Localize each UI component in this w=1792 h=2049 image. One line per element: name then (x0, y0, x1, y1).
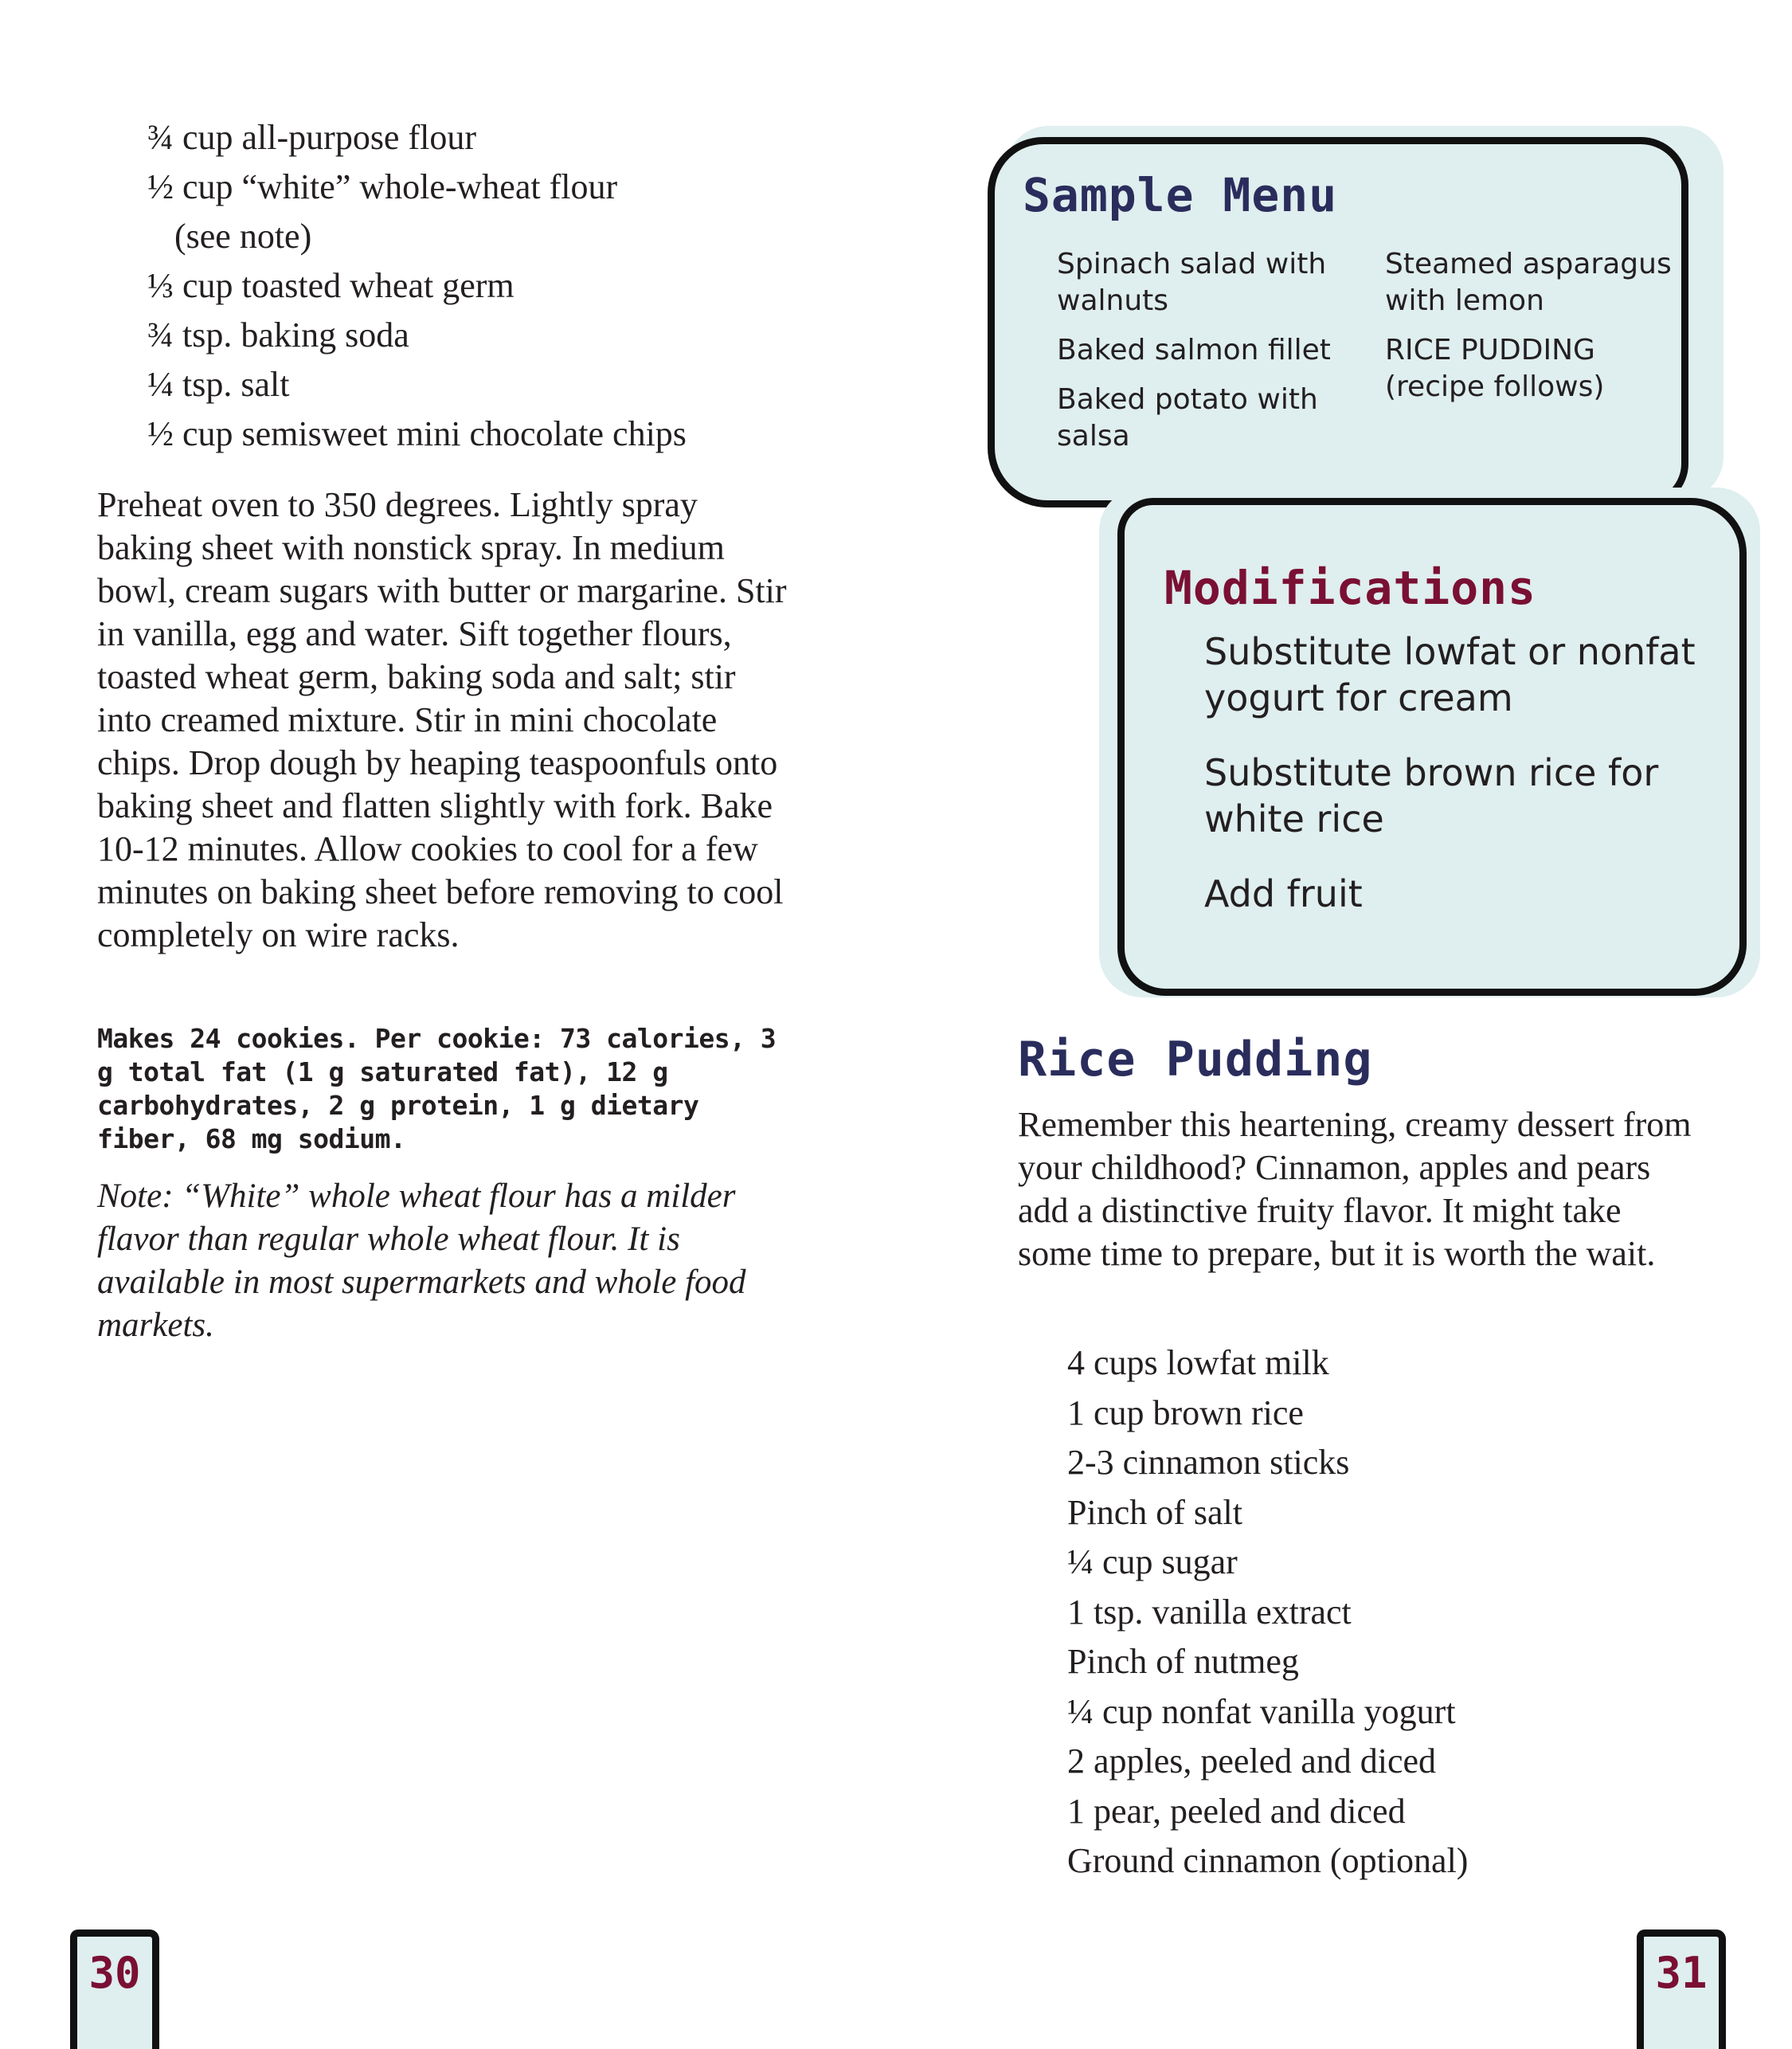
menu-item: Baked salmon fillet (1057, 334, 1331, 366)
ingredient-item: 4 cups lowfat milk (1067, 1343, 1329, 1382)
modification-item: Substitute lowfat or nonfat yogurt for cream (1204, 630, 1696, 719)
ingredient-item: 2-3 cinnamon sticks (1067, 1443, 1350, 1482)
rice-pudding-intro: Remember this heartening, creamy dessert from your childhood? Cinnamon, apples and pears add a distinctive fruity flavor. It might take some time to prepare, but it is worth the wait. (1018, 1105, 1692, 1273)
menu-item: Baked potato with salsa (1057, 383, 1318, 453)
page-number-left: 30 (88, 1948, 141, 1998)
menu-item: Steamed asparagus with lemon (1385, 248, 1672, 317)
ingredient-item: ⅓ cup toasted wheat germ (147, 266, 515, 305)
ingredient-item: ¼ cup nonfat vanilla yogurt (1067, 1691, 1456, 1731)
rice-pudding-title: Rice Pudding (1018, 1032, 1373, 1087)
ingredient-item: Ground cinnamon (optional) (1067, 1841, 1469, 1880)
ingredient-item: 1 tsp. vanilla extract (1067, 1592, 1352, 1632)
modifications-title: Modifications (1164, 561, 1536, 615)
cookie-method-text: Preheat oven to 350 degrees. Lightly spray baking sheet with nonstick spray. In medium bowl, cream sugars with butter or margarine. Stir in vanilla, egg and water. Sift together flours, toasted wheat germ, baking soda and salt; stir into creamed mixture. Stir in mini chocolate chips. Drop dough by heaping teaspoonfuls onto baking sheet and flatten slightly with fork. Bake 10-12 minutes. Allow cookies to cool for a few minutes on baking sheet before removing to cool completely on wire racks. (97, 485, 787, 954)
sample-menu-box (988, 137, 1688, 507)
ingredient-item: 1 pear, peeled and diced (1067, 1791, 1406, 1831)
menu-item: Spinach salad with walnuts (1057, 248, 1327, 317)
ingredient-item: 1 cup brown rice (1067, 1393, 1304, 1432)
ingredient-item: ¼ tsp. salt (147, 365, 290, 404)
modifications-box (1117, 498, 1747, 996)
sample-menu-column-1 (1057, 246, 1344, 468)
ingredient-item: ¼ cup sugar (1067, 1542, 1238, 1581)
modification-item: Substitute brown rice for white rice (1204, 751, 1659, 840)
sample-menu-title: Sample Menu (1023, 168, 1338, 222)
page-number-right: 31 (1655, 1948, 1708, 1998)
ingredient-item: 2 apples, peeled and diced (1067, 1741, 1437, 1781)
cookie-nutrition-text: Makes 24 cookies. Per cookie: 73 calories, 3 g total fat (1 g saturated fat), 12 g carbohydrates, 2 g protein, 1 g dietary fiber, 68 mg sodium. (97, 1023, 777, 1154)
ingredient-item: ½ cup “white” whole-wheat flour (147, 167, 618, 206)
modification-item: Add fruit (1204, 872, 1363, 915)
ingredient-item: ¾ tsp. baking soda (147, 315, 409, 355)
sample-menu-column-2 (1385, 246, 1672, 418)
ingredient-item: ½ cup semisweet mini chocolate chips (147, 414, 687, 453)
ingredient-item: ¾ cup all-purpose flour (147, 118, 476, 157)
ingredient-item: Pinch of salt (1067, 1492, 1242, 1532)
menu-item: RICE PUDDING (recipe follows) (1385, 334, 1605, 403)
modifications-list (1204, 629, 1738, 946)
cookie-ingredients-list (147, 113, 848, 459)
ingredient-item: Pinch of nutmeg (1067, 1642, 1299, 1681)
flour-note-text: Note: “White” whole wheat flour has a milder flavor than regular whole wheat flour. It is available in most supermarkets and whole food markets. (97, 1177, 746, 1344)
rice-pudding-ingredients-list (1067, 1338, 1704, 1886)
ingredient-item-continuation: (see note) (174, 217, 312, 256)
